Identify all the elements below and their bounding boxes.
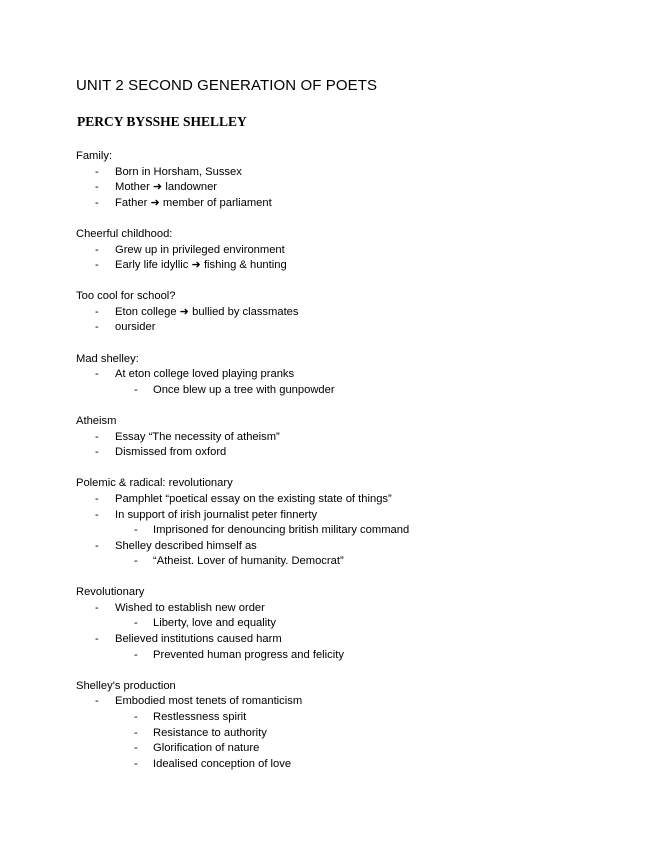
- sub-list-item: Liberty, love and equality: [153, 617, 276, 629]
- sub-list-item: Resistance to authority: [153, 727, 267, 739]
- sub-bullet-dash: -: [134, 711, 138, 723]
- sub-bullet-dash: -: [134, 758, 138, 770]
- sub-list-item: Idealised conception of love: [153, 758, 292, 770]
- list-item: Believed institutions caused harm: [115, 633, 282, 645]
- bullet-dash: -: [95, 540, 99, 552]
- list-item: In support of irish journalist peter finnerty: [115, 509, 318, 521]
- bullet-dash: -: [95, 493, 99, 505]
- list-item: Early life idyllic ➜ fishing & hunting: [115, 259, 287, 271]
- document-subtitle: PERCY BYSSHE SHELLEY: [77, 114, 247, 129]
- list-item: Dismissed from oxford: [115, 446, 227, 458]
- section-heading-polemic: Polemic & radical: revolutionary: [76, 477, 233, 489]
- list-item: Shelley described himself as: [115, 540, 257, 552]
- bullet-dash: -: [95, 181, 99, 193]
- sub-bullet-dash: -: [134, 524, 138, 536]
- sub-list-item: Glorification of nature: [153, 742, 260, 754]
- section-heading-childhood: Cheerful childhood:: [76, 228, 173, 240]
- list-item: Essay “The necessity of atheism”: [115, 431, 280, 443]
- section-heading-mad-shelley: Mad shelley:: [76, 353, 139, 365]
- bullet-dash: -: [95, 633, 99, 645]
- sub-bullet-dash: -: [134, 555, 138, 567]
- section-heading-school: Too cool for school?: [76, 290, 176, 302]
- bullet-dash: -: [95, 602, 99, 614]
- sub-list-item: Prevented human progress and felicity: [153, 649, 344, 661]
- list-item: Eton college ➜ bullied by classmates: [115, 306, 299, 318]
- bullet-dash: -: [95, 166, 99, 178]
- bullet-dash: -: [95, 244, 99, 256]
- bullet-dash: -: [95, 197, 99, 209]
- sub-list-item: “Atheist. Lover of humanity. Democrat”: [153, 555, 344, 567]
- sub-list-item: Once blew up a tree with gunpowder: [153, 384, 335, 396]
- list-item: Born in Horsham, Sussex: [115, 166, 242, 178]
- sub-bullet-dash: -: [134, 384, 138, 396]
- bullet-dash: -: [95, 431, 99, 443]
- bullet-dash: -: [95, 446, 99, 458]
- section-heading-revolutionary: Revolutionary: [76, 586, 145, 598]
- document-title: UNIT 2 SECOND GENERATION OF POETS: [76, 77, 378, 94]
- sub-bullet-dash: -: [134, 727, 138, 739]
- bullet-dash: -: [95, 695, 99, 707]
- list-item: At eton college loved playing pranks: [115, 368, 295, 380]
- bullet-dash: -: [95, 321, 99, 333]
- list-item: Grew up in privileged environment: [115, 244, 285, 256]
- list-item: Mother ➜ landowner: [115, 181, 218, 193]
- bullet-dash: -: [95, 368, 99, 380]
- bullet-dash: -: [95, 259, 99, 271]
- sub-list-item: Restlessness spirit: [153, 711, 247, 723]
- bullet-dash: -: [95, 306, 99, 318]
- list-item: Pamphlet “poetical essay on the existing state of things”: [115, 493, 392, 505]
- sub-bullet-dash: -: [134, 617, 138, 629]
- list-item: Father ➜ member of parliament: [115, 197, 272, 209]
- section-heading-atheism: Atheism: [76, 415, 117, 427]
- bullet-dash: -: [95, 509, 99, 521]
- sub-list-item: Imprisoned for denouncing british military command: [153, 524, 410, 536]
- list-item: Wished to establish new order: [115, 602, 265, 614]
- list-item: Embodied most tenets of romanticism: [115, 695, 303, 707]
- list-item: oursider: [115, 321, 156, 333]
- section-heading-family: Family:: [76, 150, 113, 162]
- sub-bullet-dash: -: [134, 742, 138, 754]
- sub-bullet-dash: -: [134, 649, 138, 661]
- section-heading-production: Shelley's production: [76, 680, 176, 692]
